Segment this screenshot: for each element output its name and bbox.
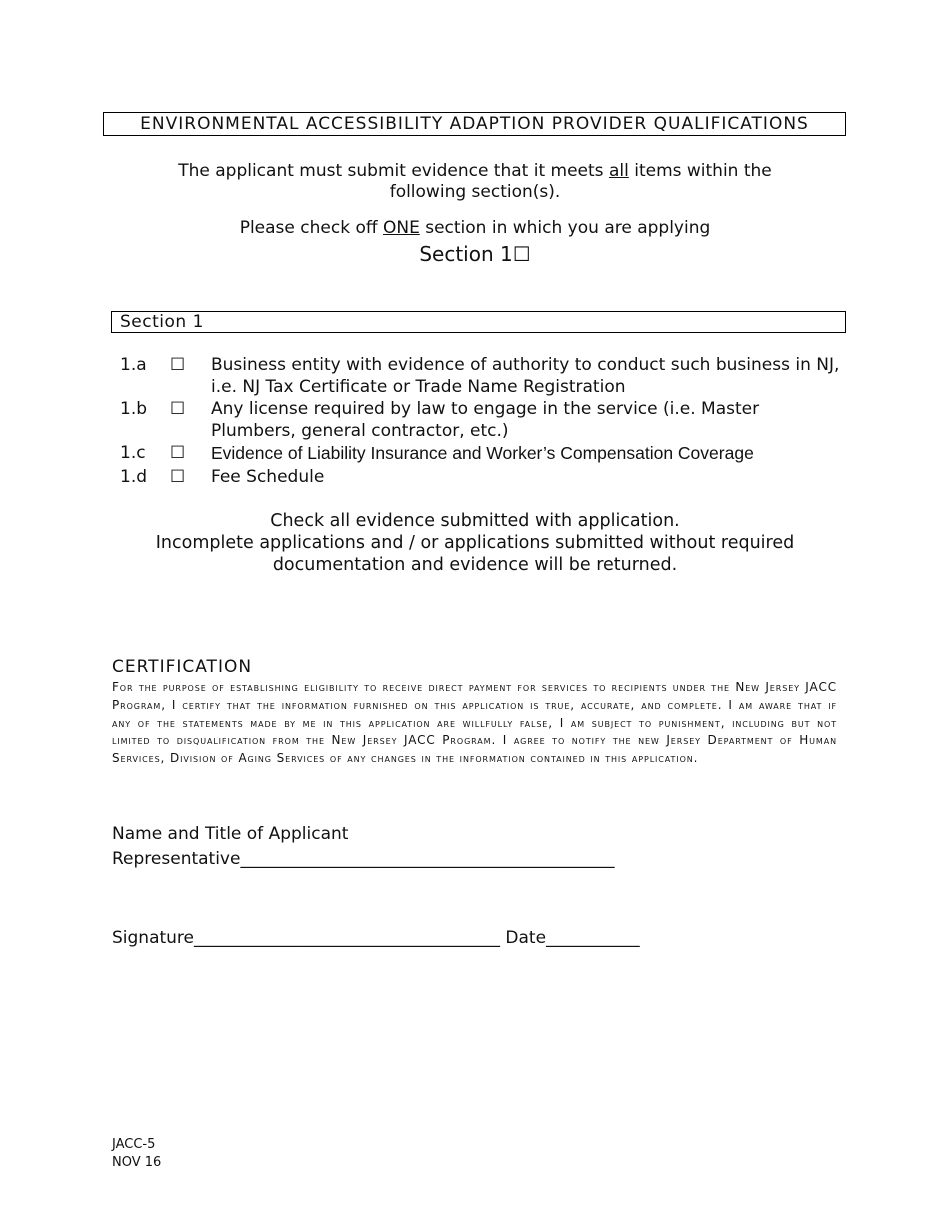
check-one-after: section in which you are applying xyxy=(419,218,711,238)
check-one-emphasis: ONE xyxy=(382,218,420,238)
item-number: 1.b xyxy=(120,399,148,419)
intro-text xyxy=(140,161,810,203)
signature-label: Signature xyxy=(112,928,195,948)
item-1b-checkbox[interactable]: ☐ xyxy=(170,399,186,419)
list-item xyxy=(120,442,840,464)
section-choice xyxy=(140,242,810,266)
intro-emphasis: all xyxy=(608,161,629,181)
form-id: JACC-5 xyxy=(112,1137,156,1152)
applicant-name-field xyxy=(112,822,614,872)
item-1d-checkbox[interactable]: ☐ xyxy=(170,467,186,487)
date-label: Date xyxy=(505,928,547,948)
applicant-name-label-2: Representative xyxy=(112,849,241,869)
list-item xyxy=(120,354,840,398)
signature-input[interactable]: ____________________________________ xyxy=(194,928,501,948)
certification-body: For the purpose of establishing eligibility to receive direct payment for services to recipients under the New Jersey JACC Program, I certify that the information furnished on this application is true, accurate, and complete. I am aware that if any of the statements made by me in this application are willfully false, I am subject to punishment, including but not limited to disqualification from the New Jersey JACC Program. I agree to notify the new Jersey Department of Human Services, Division of Aging Services of any changes in the information contained in this application. xyxy=(112,680,837,766)
submission-notice xyxy=(125,510,825,576)
item-text: Any license required by law to engage in the service (i.e. Master Plumbers, general contractor, etc.) xyxy=(211,399,760,441)
certification-heading: CERTIFICATION xyxy=(112,657,253,677)
notice-line-1: Check all evidence submitted with application. xyxy=(270,511,680,531)
section-1-checkbox[interactable]: ☐ xyxy=(512,242,531,266)
item-1a-checkbox[interactable]: ☐ xyxy=(170,355,186,375)
applicant-name-input[interactable]: ____________________________________________ xyxy=(240,849,615,869)
check-one-instruction xyxy=(140,218,810,239)
item-text: Evidence of Liability Insurance and Worker’s Compensation Coverage xyxy=(211,443,754,463)
check-one-before: Please check off xyxy=(239,218,383,238)
item-number: 1.a xyxy=(120,355,147,375)
form-revision-date: NOV 16 xyxy=(112,1155,162,1170)
applicant-name-label: Name and Title of Applicant xyxy=(112,824,349,844)
item-number: 1.c xyxy=(120,443,146,463)
intro-after: items within the following section(s). xyxy=(389,161,772,202)
intro-before: The applicant must submit evidence that it meets xyxy=(178,161,609,181)
item-text: Fee Schedule xyxy=(211,467,325,487)
signature-row xyxy=(112,927,640,949)
list-item xyxy=(120,466,840,488)
form-footer xyxy=(112,1136,161,1172)
item-1c-checkbox[interactable]: ☐ xyxy=(170,443,186,463)
notice-line-2: Incomplete applications and / or applications submitted without required documentation and evidence will be returned. xyxy=(155,533,795,575)
item-text: Business entity with evidence of authority to conduct such business in NJ, i.e. NJ Tax Certificate or Trade Name Registration xyxy=(211,355,840,397)
date-input[interactable]: ___________ xyxy=(546,928,640,948)
requirements-list xyxy=(120,354,840,488)
form-title: ENVIRONMENTAL ACCESSIBILITY ADAPTION PROVIDER QUALIFICATIONS xyxy=(103,112,846,136)
section-header: Section 1 xyxy=(111,311,846,333)
item-number: 1.d xyxy=(120,467,148,487)
section-choice-label: Section 1 xyxy=(419,242,513,266)
list-item xyxy=(120,398,840,442)
